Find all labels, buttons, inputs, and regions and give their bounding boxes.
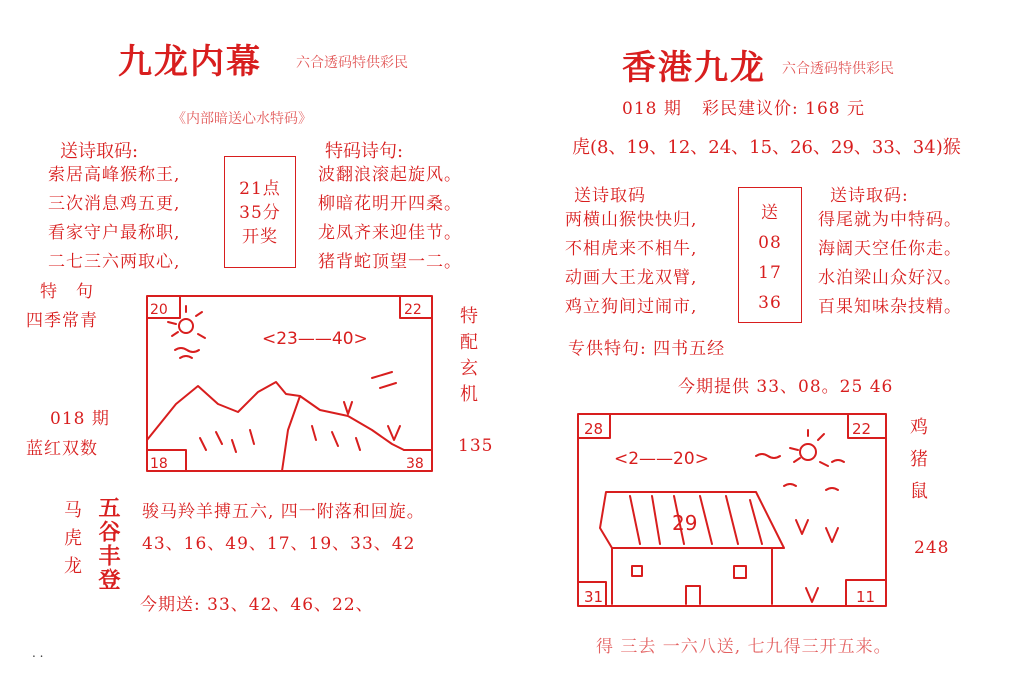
poem-line: 两横山猴快快归, [565, 210, 698, 230]
poem-line: 柳暗花明开四桑。 [318, 194, 462, 214]
poem-line: 猪背蛇顶望一二。 [318, 252, 462, 272]
left-title: 九龙内幕 [118, 42, 262, 82]
send-label: 送 [761, 203, 779, 223]
left-verse: 骏马羚羊搏五六, 四一附落和回旋。 [142, 502, 425, 522]
left-send-poem-label: 送诗取码: [60, 141, 139, 162]
right-special-phrase: 专供特句: 四书五经 [568, 339, 726, 359]
side-zodiac-list [910, 412, 928, 508]
zodiac-item: 马 [64, 500, 82, 521]
pic-number: 18 [150, 456, 168, 472]
left-subtitle: 《内部暗送心水特码》 [172, 111, 312, 127]
left-numbers: 43、16、49、17、19、33、42 [142, 534, 416, 554]
pic-number: 28 [584, 420, 604, 438]
right-issue: 018 期 [622, 99, 682, 119]
tiger-line: 虎(8、19、12、24、15、26、29、33、34)猴 [572, 137, 961, 158]
poem-line: 波翻浪滚起旋风。 [318, 165, 462, 185]
draw-time-minute: 35分 [239, 203, 281, 223]
poem-line: 得尾就为中特码。 [818, 210, 962, 230]
left-issue: 018 期 [50, 409, 110, 429]
zodiac-item: 龙 [64, 556, 82, 577]
poem-line: 鸡立狗间过闹市, [565, 297, 698, 317]
pic-number: 11 [856, 588, 876, 606]
poem-line: 看家守户最称职, [48, 223, 181, 243]
poem-line: 不相虎来不相牛, [565, 239, 698, 259]
pic-number-roof: 29 [672, 511, 698, 535]
right-send-label-right: 送诗取码: [830, 186, 909, 206]
left-tagline: 六合透码特供彩民 [296, 55, 408, 71]
pic-number: 38 [406, 456, 424, 472]
house-windows [632, 566, 746, 578]
pic-number: 22 [852, 420, 872, 438]
right-send-label-left: 送诗取码 [574, 186, 646, 206]
right-footer: 得 三去 一六八送, 七九得三开五来。 [596, 637, 892, 657]
side-number: 248 [914, 538, 950, 558]
poem-line: 二七三六两取心, [48, 252, 181, 272]
pic-number: 31 [584, 588, 604, 606]
zodiac-item: 鼠 [910, 481, 928, 502]
today-offer: 今期提供 33、08。25 46 [678, 377, 894, 397]
zodiac-item: 猪 [910, 449, 928, 470]
poem-line: 三次消息鸡五更, [48, 194, 181, 214]
special-phrase: 四季常青 [26, 311, 98, 331]
right-price: 彩民建议价: 168 元 [702, 99, 865, 119]
mystery-number: 135 [458, 436, 494, 456]
poem-line: 龙凤齐来迎佳节。 [318, 223, 462, 243]
harvest-phrase: 五谷丰登 [95, 496, 121, 592]
pic-number-range: <2——20> [614, 449, 709, 469]
draw-time-hour: 21点 [239, 179, 281, 199]
left-special-poem-label: 特码诗句: [325, 141, 404, 162]
corner-mark: . . [32, 646, 44, 660]
special-phrase-label: 特 句 [40, 282, 94, 302]
poem-line: 百果知味杂技精。 [818, 297, 962, 317]
house-door [686, 586, 700, 604]
pic-number: 20 [150, 302, 168, 318]
send-number: 08 [758, 233, 782, 253]
sun-icon [800, 444, 816, 460]
pic-number: 22 [404, 302, 422, 318]
right-sketch-frame [578, 414, 886, 606]
right-tagline: 六合透码特供彩民 [782, 61, 894, 77]
poem-line: 海阔天空任你走。 [818, 239, 962, 259]
poem-line: 动画大王龙双臂, [565, 268, 698, 288]
left-today-send: 今期送: 33、42、46、22、 [140, 595, 374, 615]
send-number: 17 [758, 263, 782, 283]
send-number: 36 [758, 293, 782, 313]
poem-line: 索居高峰猴称王, [48, 165, 181, 185]
pic-number-range: <23——40> [262, 329, 368, 349]
zodiac-item: 虎 [64, 528, 82, 549]
plant-strokes [796, 520, 838, 602]
draw-time-label: 开奖 [242, 227, 278, 247]
left-issue-note: 蓝红双数 [26, 439, 98, 459]
poem-line: 水泊梁山众好汉。 [818, 268, 962, 288]
cloud-squiggles [756, 454, 844, 490]
right-title: 香港九龙 [622, 48, 766, 88]
zodiac-item: 鸡 [910, 417, 928, 438]
mystery-label: 特配玄机 [457, 306, 478, 410]
